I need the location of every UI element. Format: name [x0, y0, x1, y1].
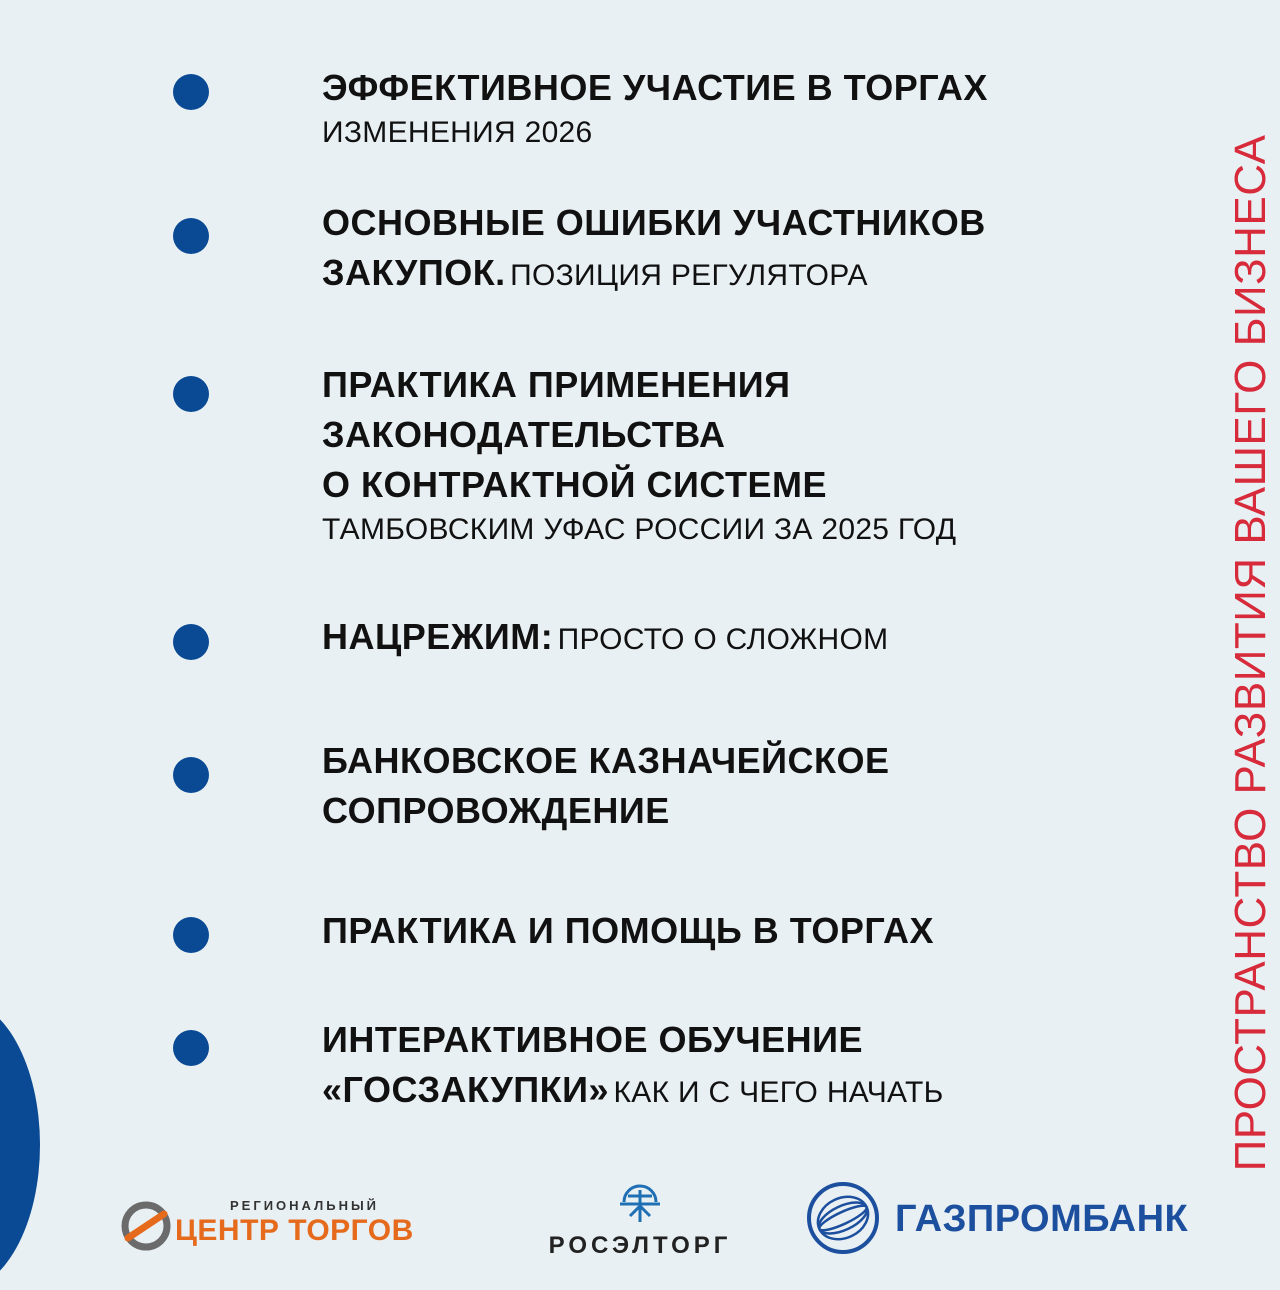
item-subtitle: ПРОСТО О СЛОЖНОМ: [557, 623, 889, 656]
item-title: ЗАКОНОДАТЕЛЬСТВА: [322, 414, 726, 455]
side-slogan: ПРОСТРАНСТВО РАЗВИТИЯ ВАШЕГО БИЗНЕСА: [1226, 134, 1275, 1171]
item-title: ПРАКТИКА И ПОМОЩЬ В ТОРГАХ: [322, 910, 934, 951]
item-subtitle: ПОЗИЦИЯ РЕГУЛЯТОРА: [510, 259, 868, 292]
item-subtitle: ИЗМЕНЕНИЯ 2026: [322, 116, 593, 149]
partner-logos: [0, 1170, 1189, 1270]
item-title: ОСНОВНЫЕ ОШИБКИ УЧАСТНИКОВ: [322, 202, 986, 243]
logo-name: ГАЗПРОМБАНК: [895, 1198, 1189, 1240]
item-title: ИНТЕРАКТИВНОЕ ОБУЧЕНИЕ: [322, 1019, 864, 1060]
item-title: ПРАКТИКА ПРИМЕНЕНИЯ: [322, 364, 791, 405]
item-subtitle: КАК И С ЧЕГО НАЧАТЬ: [613, 1076, 944, 1109]
bullet-dot: [173, 624, 209, 660]
item-title: БАНКОВСКОЕ КАЗНАЧЕЙСКОЕ: [322, 740, 890, 781]
bullet-dot: [173, 218, 209, 254]
gazprombank-logo: [805, 1180, 1189, 1260]
side-banner: [1221, 90, 1280, 1215]
center-torgov-logo: [120, 1190, 460, 1255]
center-torgov-emblem-icon: [120, 1200, 172, 1252]
bullet-dot: [173, 917, 209, 953]
item-title: О КОНТРАКТНОЙ СИСТЕМЕ: [322, 464, 828, 505]
item-title: ЭФФЕКТИВНОЕ УЧАСТИЕ В ТОРГАХ: [322, 67, 988, 108]
gazprombank-globe-icon: [805, 1180, 881, 1256]
bullet-dot: [173, 74, 209, 110]
item-title: НАЦРЕЖИМ:: [322, 616, 554, 657]
logo-small-text: РЕГИОНАЛЬНЫЙ: [230, 1198, 380, 1213]
bullet-dot: [173, 376, 209, 412]
item-subtitle: ТАМБОВСКИМ УФАС РОССИИ ЗА 2025 ГОД: [322, 513, 957, 546]
logo-name: РОСЭЛТОРГ: [548, 1232, 732, 1259]
item-title: СОПРОВОЖДЕНИЕ: [322, 790, 670, 831]
bullet-dot: [173, 1030, 209, 1066]
item-title: «ГОСЗАКУПКИ»: [322, 1069, 610, 1110]
item-title: ЗАКУПОК.: [322, 252, 506, 293]
bullet-dot: [173, 757, 209, 793]
logo-big-text: ЦЕНТР ТОРГОВ: [175, 1214, 414, 1247]
roseltorg-emblem-icon: [618, 1182, 662, 1226]
roseltorg-logo: [545, 1180, 735, 1270]
